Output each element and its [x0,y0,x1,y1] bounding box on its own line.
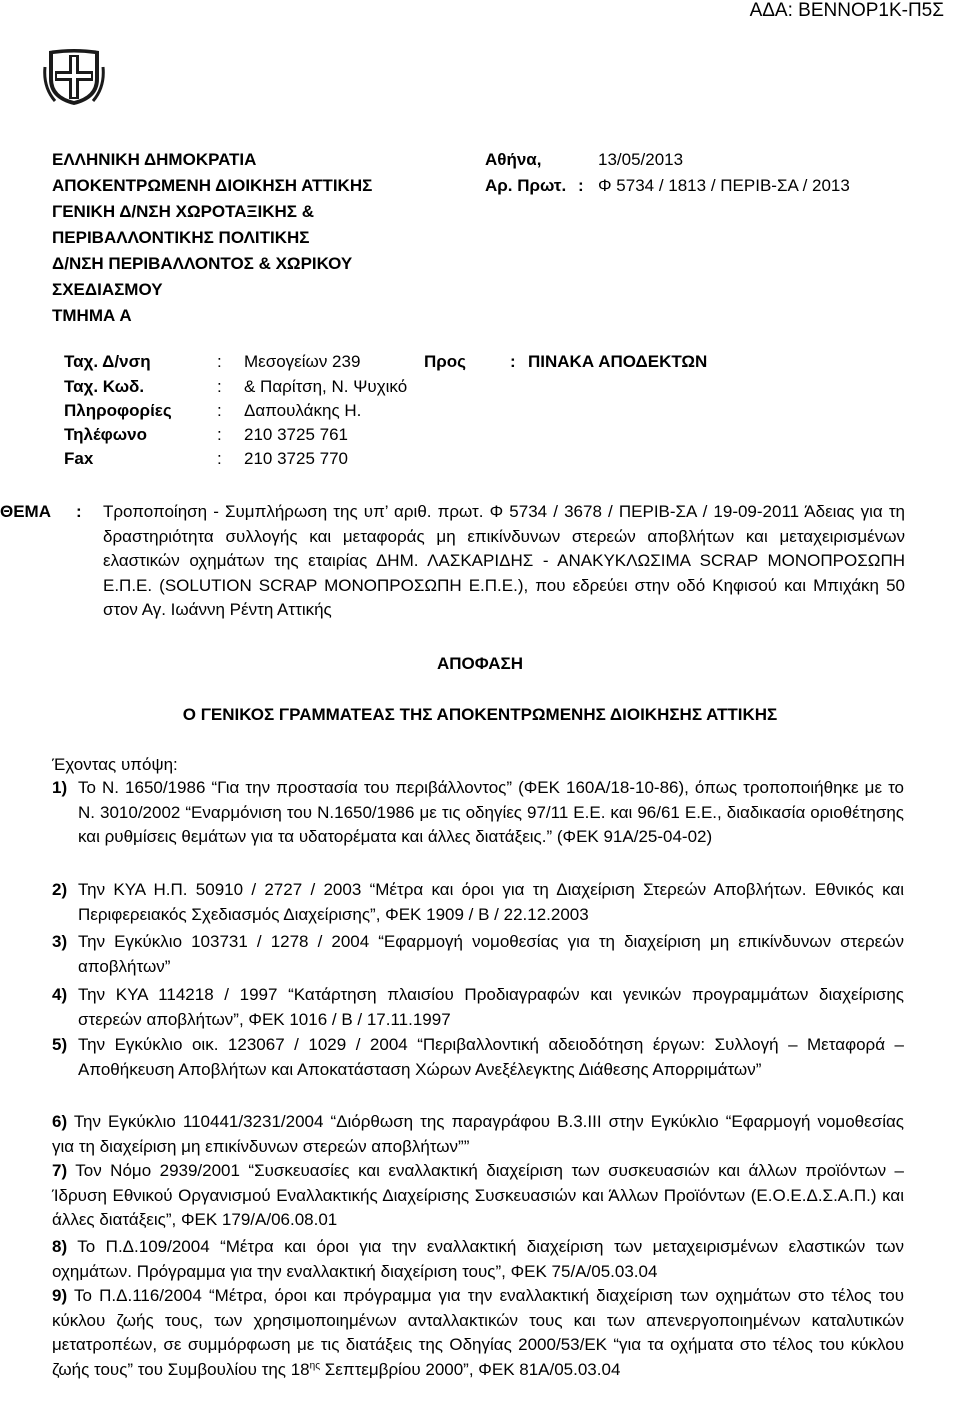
recipient-label: Προς [424,352,467,371]
list-item [52,1110,904,1159]
list-item-text: Την Εγκύκλιο 110441/3231/2004 “Διόρθωση της παραγράφου Β.3.ΙΙΙ στην Εγκύκλιο “Εφαρμογή νομοθεσίας για τη διαχείριση μη επικίνδυνων στερεών αποβλήτων”” [52,1112,904,1156]
superscript-ordinal: ης [309,1359,321,1371]
list-item-text: Το Π.Δ.116/2004 “Μέτρα, όροι και πρόγραμμα για την εναλλακτική διαχείριση των οχημάτων στο τέλος του κύκλου ζωής τους, των χρησιμοποιημένων ανταλλακτικών τους και των απενεργοποιημένων καταλυτικών μετατροπέων, σε συμμόρφωση με τις διατάξεις της Οδηγίας 2000/53/ΕΚ “για τα οχήματα στο τέλος του κύκλου ζωής τους” του Συμβουλίου της 18 [52,1286,904,1379]
protocol-number: Φ 5734 / 1813 / ΠΕΡΙΒ-ΣΑ / 2013 [598,176,850,195]
org-line: Δ/ΝΣΗ ΠΕΡΙΒΑΛΛΟΝΤΟΣ & ΧΩΡΙΚΟΥ [52,254,353,273]
date: 13/05/2013 [598,150,684,169]
list-item-number: 4) [52,985,68,1004]
contact-colon: : [217,377,222,396]
contact-colon: : [217,352,222,371]
place-label: Αθήνα, [485,150,542,169]
contact-colon: : [217,425,222,444]
list-item-number: 8) [52,1237,68,1256]
list-item-number: 3) [52,932,68,951]
contact-colon: : [217,401,222,420]
subject-colon: : [76,502,82,521]
list-item-text: Την ΚΥΑ Η.Π. 50910 / 2727 / 2003 “Μέτρα και όροι για τη Διαχείριση Στερεών Αποβλήτων. Εθνικός και Περιφερειακός Σχεδιασμός Διαχείρισης”, ΦΕΚ 1909 / Β / 22.12.2003 [78,880,904,924]
subject-label: ΘΕΜΑ [0,502,51,521]
org-line: ΕΛΛΗΝΙΚΗ ΔΗΜΟΚΡΑΤΙΑ [52,150,257,169]
authority-title: Ο ΓΕΝΙΚΟΣ ΓΡΑΜΜΑΤΕΑΣ ΤΗΣ ΑΠΟΚΕΝΤΡΩΜΕΝΗΣ ΔΙΟΙΚΗΣΗΣ ΑΤΤΙΚΗΣ [182,705,778,724]
org-line: ΠΕΡΙΒΑΛΛΟΝΤΙΚΗΣ ΠΟΛΙΤΙΚΗΣ [52,228,310,247]
contact-label: Fax [64,449,94,468]
contact-value: 210 3725 761 [244,425,348,444]
ada-code: ΑΔΑ: ΒΕΝΝΟΡ1Κ-Π5Σ [749,0,944,21]
list-item-text: Την Εγκύκλιο οικ. 123067 / 1029 / 2004 “Περιβαλλοντική αδειοδότηση έργων: Συλλογή – Μεταφορά – Αποθήκευση Αποβλήτων και Αποκατάσταση Χώρων Ανεξέλεγκτης Διάθεσης Απορριμάτων” [78,1035,904,1079]
subject-text: Τροποποίηση - Συμπλήρωση της υπ’ αριθ. πρωτ. Φ 5734 / 3678 / ΠΕΡΙΒ-ΣΑ / 19-09-2011 Άδειας για τη δραστηριότητα συλλογής και μεταφοράς μη επικίνδυνων στερεών αποβλήτων και μεταχειρισμένων ελαστικών οχημάτων της εταιρίας ΔΗΜ. ΛΑΣΚΑΡΙΔΗΣ - ΑΝΑΚΥΚΛΩΣΙΜΑ SCRAP ΜΟΝΟΠΡΟΣΩΠΗ Ε.Π.Ε. (SOLUTION SCRAP ΜΟΝΟΠΡΟΣΩΠΗ Ε.Π.Ε.), που εδρεύει στην οδό Κηφισού και Μπιχάκη 50 στον Αγ. Ιωάννη Ρέντη Αττικής [103,502,905,619]
list-item [52,1284,904,1382]
list-item [52,776,904,850]
list-item-text: Την ΚΥΑ 114218 / 1997 “Κατάρτηση πλαισίου Προδιαγραφών και γενικών προγραμμάτων διαχείρισης στερεών αποβλήτων”, ΦΕΚ 1016 / Β / 17.11.1997 [78,985,904,1029]
list-item-text: Την Εγκύκλιο 103731 / 1278 / 2004 “Εφαρμογή νομοθεσίας για τη διαχείριση μη επικίνδυνων στερεών αποβλήτων” [78,932,904,976]
recipient-value: ΠΙΝΑΚΑ ΑΠΟΔΕΚΤΩΝ [528,352,708,371]
list-item-text: Το Π.Δ.109/2004 “Μέτρα και όροι για την εναλλακτική διαχείριση των μεταχειρισμένων ελαστικών των οχημάτων. Πρόγραμμα για την εναλλακτική διαχείριση τους”, ΦΕΚ 75/Α/05.03.04 [52,1237,904,1281]
contact-value: Μεσογείων 239 [244,352,361,371]
contact-value: & Παρίτση, Ν. Ψυχικό [244,377,408,396]
contact-label: Ταχ. Δ/νση [64,352,151,371]
list-item-number: 5) [52,1035,68,1054]
protocol-label: Αρ. Πρωτ. [485,176,567,195]
org-block [52,147,372,329]
list-item [52,1235,904,1284]
org-line: ΤΜΗΜΑ Α [52,306,132,325]
list-item-text: Τον Νόμο 2939/2001 “Συσκευασίες και εναλλακτική διαχείριση των συσκευασιών και άλλων προϊόντων – Ίδρυση Εθνικού Οργανισμού Εναλλακτικής Διαχείρισης Συσκευασιών και Άλλων Προϊόντων (Ε.Ο.Ε.Δ.Σ.Α.Π.) και άλλες διατάξεις”, ΦΕΚ 179/Α/06.08.01 [52,1161,904,1229]
decision-title: ΑΠΟΦΑΣΗ [436,654,524,673]
org-line: ΑΠΟΚΕΝΤΡΩΜΕΝΗ ΔΙΟΙΚΗΣΗ ΑΤΤΙΚΗΣ [52,176,373,195]
contact-value: Δαπουλάκης Η. [244,401,362,420]
list-item-text-continued: Σεπτεμβρίου 2000”, ΦΕΚ 81Α/05.03.04 [320,1359,621,1379]
contact-label: Πληροφορίες [64,401,172,420]
recipient-colon: : [510,352,516,371]
having-regard-heading: Έχοντας υπόψη: [52,755,178,774]
contact-value: 210 3725 770 [244,449,348,468]
contact-label: Ταχ. Κωδ. [64,377,145,396]
list-item-number: 6) [52,1112,68,1131]
list-item [52,1159,904,1233]
protocol-colon: : [578,176,584,195]
list-item-number: 1) [52,778,68,797]
contact-label: Τηλέφωνο [64,425,147,444]
greek-emblem-icon [43,47,105,107]
list-item-text: Το Ν. 1650/1986 “Για την προστασία του περιβάλλοντος” (ΦΕΚ 160Α/18-10-86), όπως τροποποιήθηκε με το Ν. 3010/2002 “Εναρμόνιση του Ν.1650/1986 με τις οδηγίες 97/11 Ε.Ε. και 96/61 Ε.Ε., διαδικασία οριοθέτησης και ρυθμίσεις θεμάτων για τα υδατορέματα και άλλες διατάξεις.” (ΦΕΚ 91Α/25-04-02) [78,778,904,846]
list-item-number: 7) [52,1161,68,1180]
org-line: ΓΕΝΙΚΗ Δ/ΝΣΗ ΧΩΡΟΤΑΞΙΚΗΣ & [52,202,314,221]
list-item-number: 9) [52,1286,68,1305]
list-item [52,983,904,1032]
org-line: ΣΧΕΔΙΑΣΜΟΥ [52,280,163,299]
contact-colon: : [217,449,222,468]
list-item [52,930,904,979]
list-item [52,1033,904,1082]
list-item-number: 2) [52,880,68,899]
list-item [52,878,904,927]
